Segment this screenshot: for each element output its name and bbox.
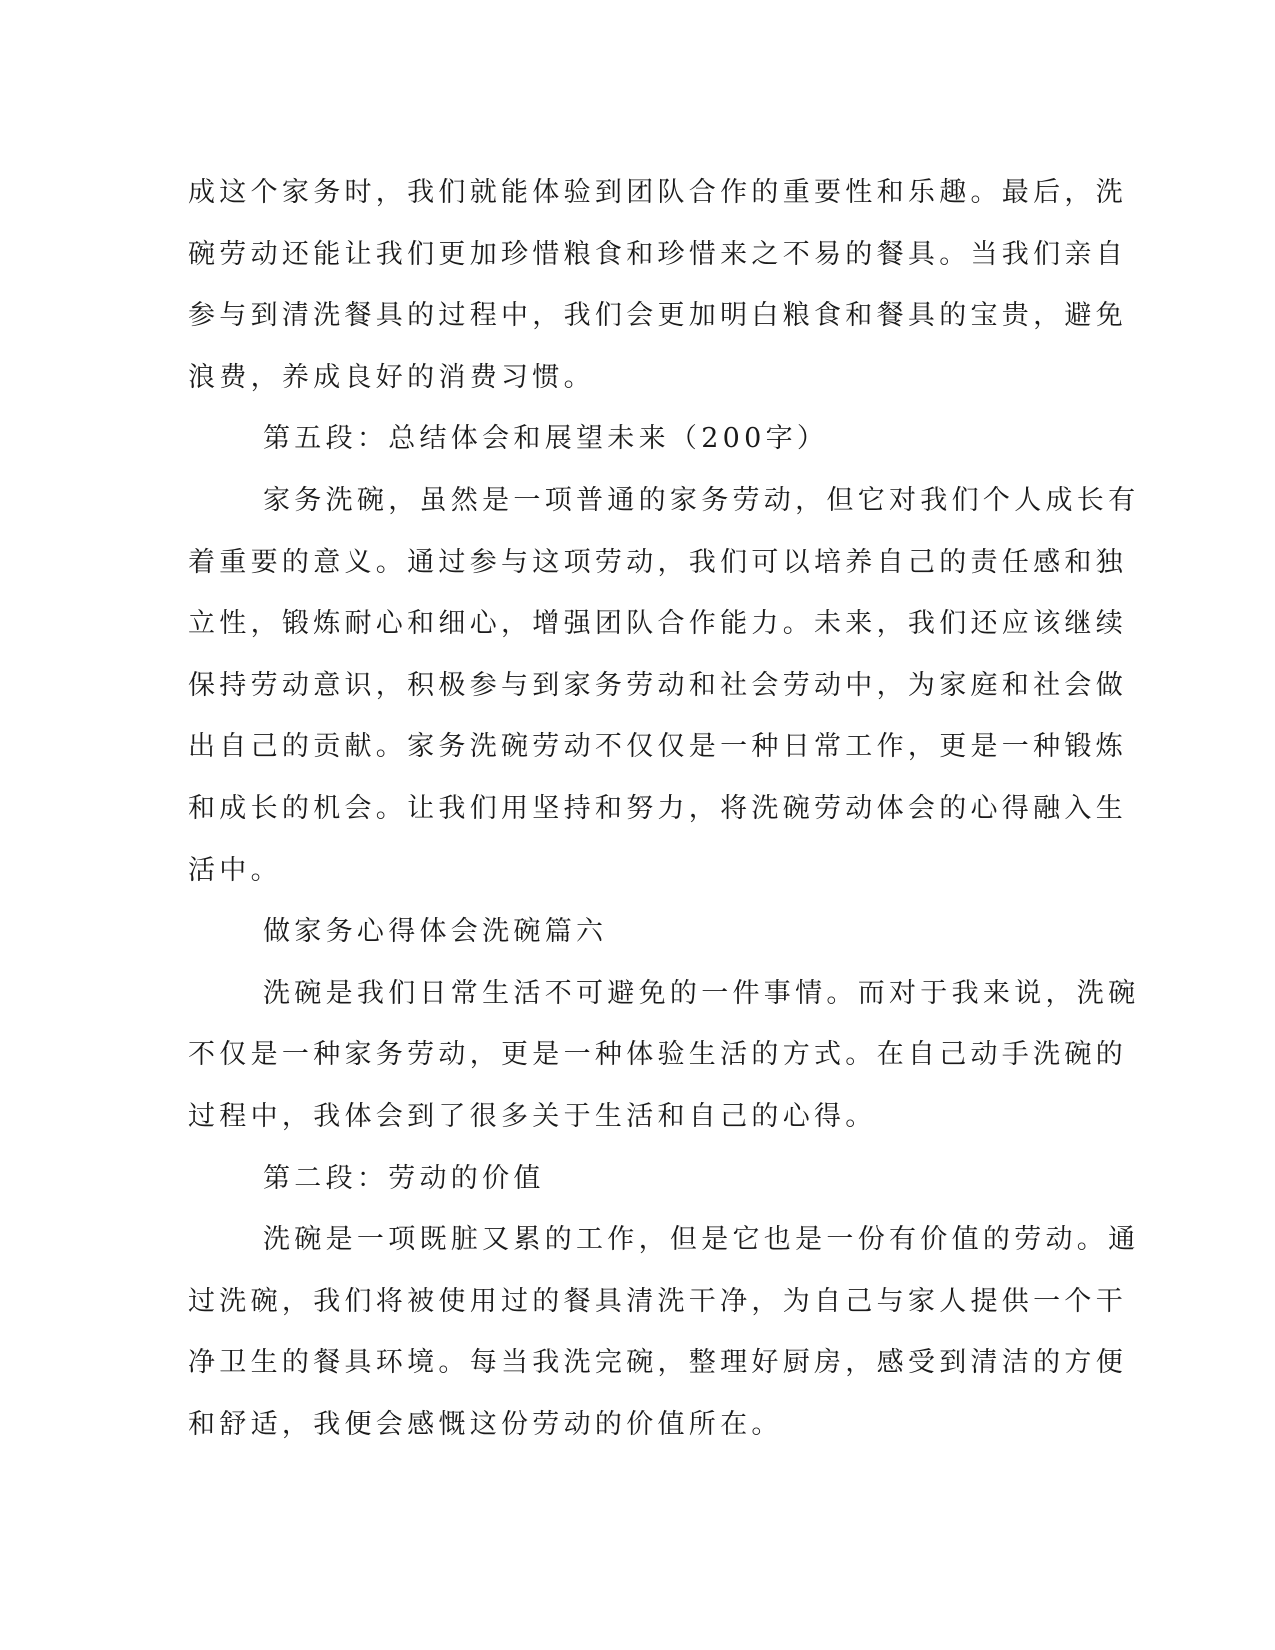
text-line: 洗碗是一项既脏又累的工作，但是它也是一份有价值的劳动。通 bbox=[263, 1224, 1140, 1256]
text-line: 成这个家务时，我们就能体验到团队合作的重要性和乐趣。最后，洗 bbox=[188, 177, 1127, 208]
section-heading: 第二段：劳动的价值 bbox=[263, 1162, 545, 1194]
text-line: 碗劳动还能让我们更加珍惜粮食和珍惜来之不易的餐具。当我们亲自 bbox=[188, 238, 1127, 270]
text-line: 参与到清洗餐具的过程中，我们会更加明白粮食和餐具的宝贵，避免 bbox=[188, 300, 1127, 332]
text-line: 保持劳动意识，积极参与到家务劳动和社会劳动中，为家庭和社会做 bbox=[188, 669, 1127, 701]
document-body bbox=[188, 162, 1140, 1455]
text-line: 过洗碗，我们将被使用过的餐具清洗干净，为自己与家人提供一个干 bbox=[188, 1285, 1127, 1317]
text-line: 不仅是一种家务劳动，更是一种体验生活的方式。在自己动手洗碗的 bbox=[188, 1039, 1127, 1071]
text-line: 家务洗碗，虽然是一项普通的家务劳动，但它对我们个人成长有 bbox=[263, 484, 1140, 516]
text-line: 立性，锻炼耐心和细心，增强团队合作能力。未来，我们还应该继续 bbox=[188, 608, 1127, 640]
text-line: 洗碗是我们日常生活不可避免的一件事情。而对于我来说，洗碗 bbox=[263, 977, 1140, 1009]
article-title: 做家务心得体会洗碗篇六 bbox=[263, 916, 608, 948]
text-line: 活中。 bbox=[188, 854, 282, 886]
section-heading: 第五段：总结体会和展望未来（200字） bbox=[263, 423, 829, 455]
text-line: 着重要的意义。通过参与这项劳动，我们可以培养自己的责任感和独 bbox=[188, 546, 1127, 578]
text-line: 浪费，养成良好的消费习惯。 bbox=[188, 361, 595, 393]
text-line: 出自己的贡献。家务洗碗劳动不仅仅是一种日常工作，更是一种锻炼 bbox=[188, 731, 1127, 763]
text-line: 和舒适，我便会感慨这份劳动的价值所在。 bbox=[188, 1408, 783, 1440]
text-line: 和成长的机会。让我们用坚持和努力，将洗碗劳动体会的心得融入生 bbox=[188, 792, 1127, 824]
text-line: 净卫生的餐具环境。每当我洗完碗，整理好厨房，感受到清洁的方便 bbox=[188, 1347, 1127, 1379]
text-line: 过程中，我体会到了很多关于生活和自己的心得。 bbox=[188, 1100, 877, 1132]
